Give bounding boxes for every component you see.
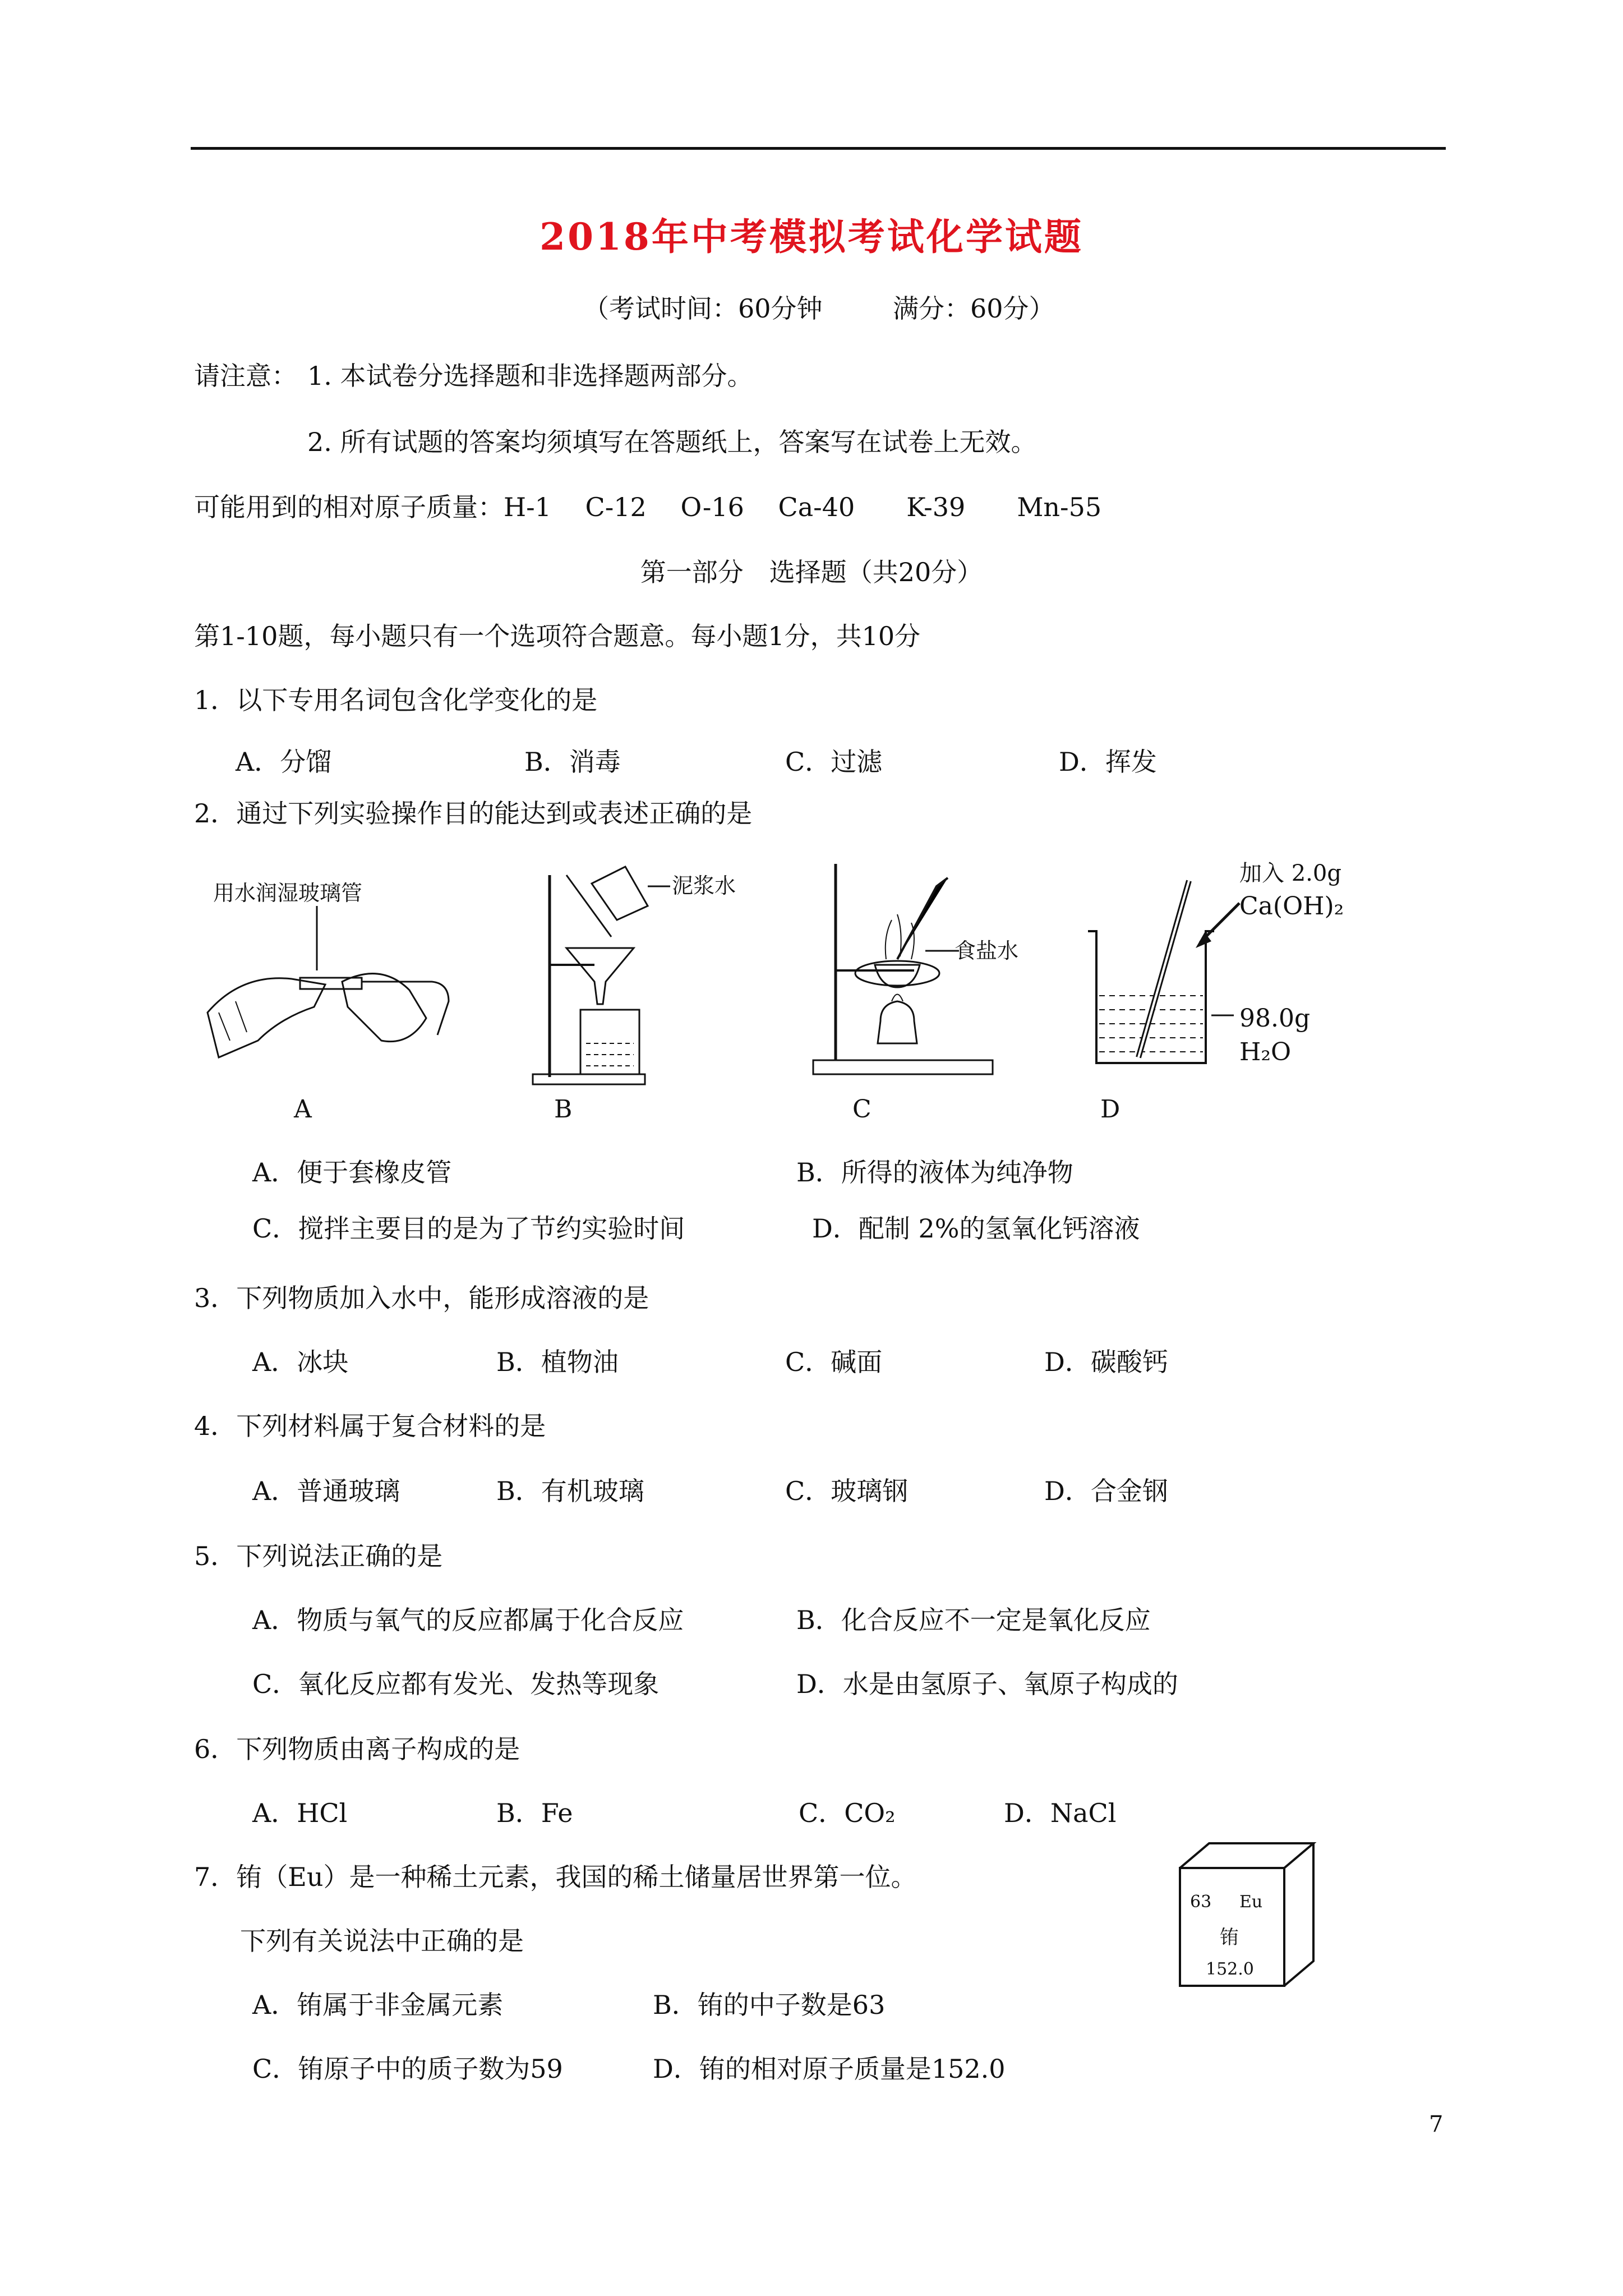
figure-label-b: B <box>554 1095 573 1124</box>
question-6-stem: 6．下列物质由离子构成的是 <box>194 1734 520 1764</box>
q2-option-a: A．便于套橡皮管 <box>252 1157 452 1188</box>
figure-label-d: D <box>1100 1095 1121 1124</box>
question-2-stem: 2．通过下列实验操作目的能达到或表述正确的是 <box>194 798 753 829</box>
q1-option-d: D．挥发 <box>1059 747 1157 777</box>
q7-option-b: B．铕的中子数是63 <box>653 1990 886 2020</box>
figure-label-c: C <box>852 1095 872 1124</box>
q5-option-d: D．水是由氢原子、氧原子构成的 <box>796 1669 1178 1699</box>
q1-option-b: B．消毒 <box>524 747 621 777</box>
figure-label-a: A <box>294 1095 312 1124</box>
section-title: 第一部分 选择题（共20分） <box>640 557 983 587</box>
q4-option-d: D．合金钢 <box>1044 1476 1168 1506</box>
q4-option-c: C．玻璃钢 <box>785 1476 909 1506</box>
q6-option-c: C．CO₂ <box>799 1798 896 1828</box>
note-1: 1. 本试卷分选择题和非选择题两部分。 <box>307 361 753 391</box>
question-4-stem: 4．下列材料属于复合材料的是 <box>194 1411 546 1441</box>
top-rule <box>191 147 1446 150</box>
section-instruction: 第1-10题，每小题只有一个选项符合题意。每小题1分，共10分 <box>194 621 921 651</box>
figure-d-caption-4: H₂O <box>1239 1038 1292 1066</box>
europium-element-card <box>1178 1840 1318 1997</box>
figure-b-caption: 泥浆水 <box>672 873 736 898</box>
notes-label: 请注意： <box>194 361 297 391</box>
q6-option-d: D．NaCl <box>1004 1798 1117 1828</box>
figure-d-caption-1: 加入 2.0g <box>1239 861 1341 886</box>
q7-option-d: D．铕的相对原子质量是152.0 <box>653 2054 1006 2084</box>
q3-option-d: D．碳酸钙 <box>1044 1347 1168 1377</box>
q1-option-c: C．过滤 <box>785 747 883 777</box>
question-3-stem: 3．下列物质加入水中，能形成溶液的是 <box>194 1283 649 1313</box>
q6-option-b: B．Fe <box>496 1798 573 1828</box>
question-5-stem: 5．下列说法正确的是 <box>194 1541 443 1571</box>
q5-option-a: A．物质与氧气的反应都属于化合反应 <box>252 1605 684 1635</box>
q3-option-b: B．植物油 <box>496 1347 619 1377</box>
q2-option-d: D．配制 2%的氢氧化钙溶液 <box>812 1213 1140 1244</box>
subtitle-time: （考试时间：60分钟 <box>583 293 823 324</box>
question-7-stem-2: 下列有关说法中正确的是 <box>240 1926 524 1956</box>
q7-option-a: A．铕属于非金属元素 <box>252 1990 504 2020</box>
q7-option-c: C．铕原子中的质子数为59 <box>252 2054 563 2084</box>
figure-d-solution-prep <box>1071 858 1385 1094</box>
figure-c-evaporation <box>808 853 1066 1094</box>
figure-a-caption: 用水润湿玻璃管 <box>213 881 363 905</box>
q2-option-c: C．搅拌主要目的是为了节约实验时间 <box>252 1213 685 1244</box>
question-1-stem: 1．以下专用名词包含化学变化的是 <box>194 685 598 715</box>
note-2: 2. 所有试题的答案均须填写在答题纸上，答案写在试卷上无效。 <box>307 427 1037 457</box>
q3-option-a: A．冰块 <box>252 1347 349 1377</box>
q1-option-a: A．分馏 <box>236 747 332 777</box>
atomic-masses: 可能用到的相对原子质量：H-1 C-12 O-16 Ca-40 K-39 Mn-55 <box>194 492 1102 522</box>
element-name: 铕 <box>1220 1926 1239 1949</box>
q6-option-a: A．HCl <box>252 1798 348 1828</box>
question-7-stem: 7．铕（Eu）是一种稀土元素，我国的稀土储量居世界第一位。 <box>194 1862 917 1892</box>
figure-b-filtration <box>527 853 808 1094</box>
subtitle-score: 满分：60分） <box>893 293 1055 324</box>
q5-option-b: B．化合反应不一定是氧化反应 <box>796 1605 1151 1635</box>
q3-option-c: C．碱面 <box>785 1347 883 1377</box>
q4-option-a: A．普通玻璃 <box>252 1476 400 1506</box>
element-symbol: Eu <box>1239 1892 1263 1912</box>
q2-option-b: B．所得的液体为纯净物 <box>796 1157 1073 1188</box>
figure-a-glass-tube <box>196 872 460 1091</box>
q5-option-c: C．氧化反应都有发光、发热等现象 <box>252 1669 660 1699</box>
exam-title: 2018年中考模拟考试化学试题 <box>540 215 1083 259</box>
figure-d-caption-3: 98.0g <box>1239 1004 1311 1033</box>
page-number: 7 <box>1429 2111 1444 2137</box>
figure-c-caption: 食盐水 <box>955 938 1019 963</box>
figure-d-caption-2: Ca(OH)₂ <box>1239 892 1344 921</box>
q4-option-b: B．有机玻璃 <box>496 1476 644 1506</box>
element-number: 63 <box>1190 1892 1212 1912</box>
element-mass: 152.0 <box>1206 1959 1254 1979</box>
